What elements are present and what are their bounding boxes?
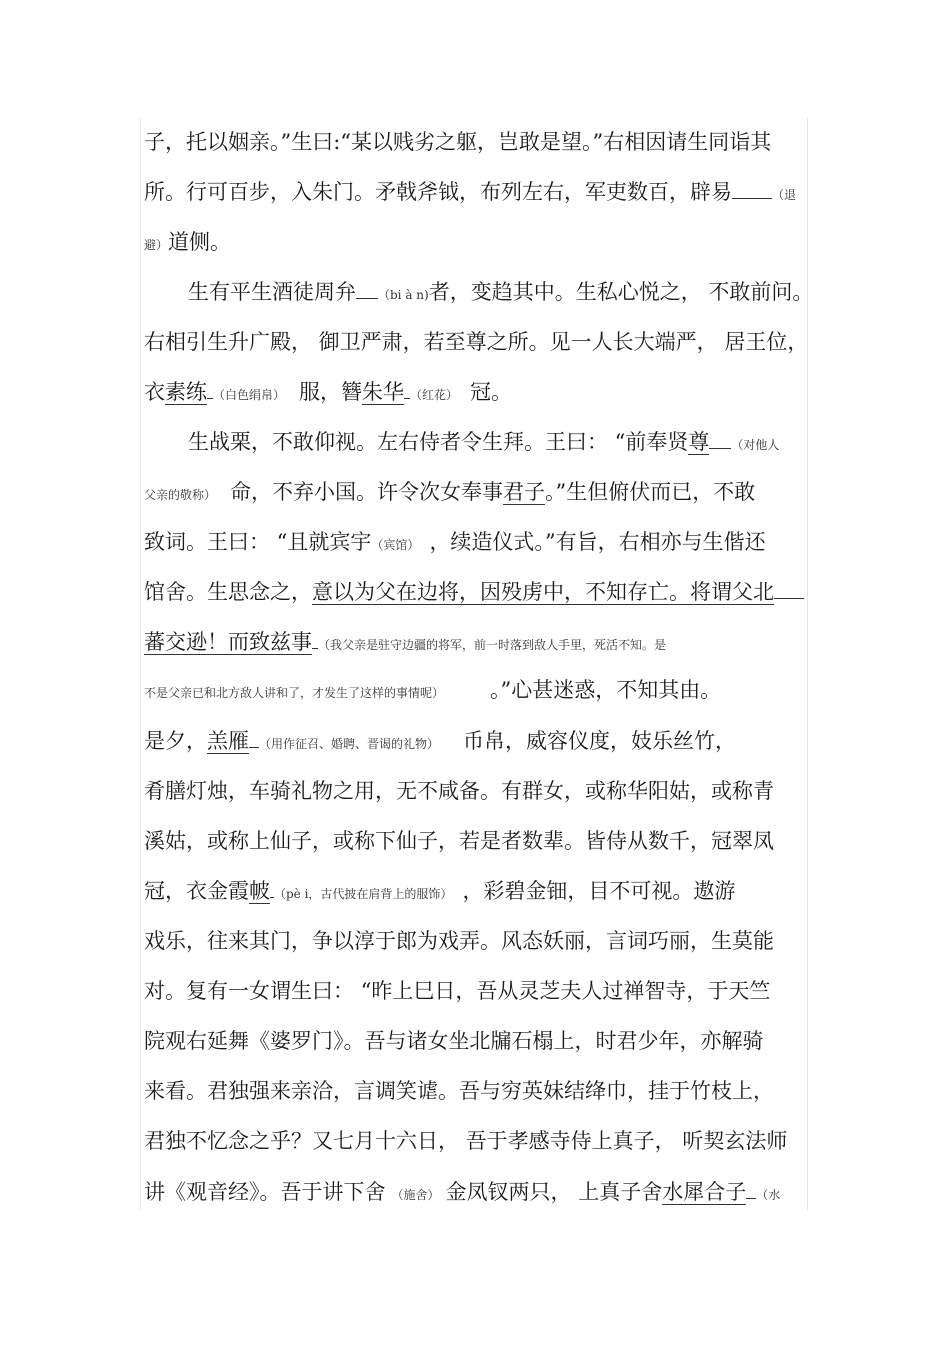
fill-blank-underline <box>746 1178 756 1199</box>
annotation-note: （退 <box>772 188 797 202</box>
text-line <box>144 1077 774 1105</box>
underlined-term: 素练 <box>165 380 207 404</box>
text-line <box>144 378 512 409</box>
annotation-note: （宾馆） <box>371 538 420 552</box>
text-segment: 。”生但俯伏而已，不敢 <box>545 480 756 504</box>
underlined-term: 羔雁 <box>207 729 249 753</box>
text-segment: 馆舍。生思念之， <box>144 580 312 604</box>
text-line <box>144 977 770 1005</box>
text-line <box>144 1178 780 1209</box>
text-segment: 命，不弃小国。许令次女奉事 <box>230 480 504 504</box>
annotation-note: （我父亲是驻守边疆的将军，前一时落到敌人手里，死活不知。是 <box>318 638 667 652</box>
fill-blank-underline <box>732 178 772 199</box>
text-segment: 所。行可百步，入朱门。矛戟斧钺，布列左右，军吏数百，辟易 <box>144 180 732 204</box>
text-segment: 戏乐，往来其门，争以淳于郎为戏弄。风态妖丽，言词巧丽，生莫能 <box>144 929 774 953</box>
text-segment: 金凤钗两只， 上真子舍 <box>445 1180 663 1204</box>
text-segment: 讲《观音经》。吾于讲下舍 <box>144 1180 386 1204</box>
text-line <box>144 827 774 855</box>
fill-blank-underline <box>709 428 731 449</box>
text-segment: 是夕， <box>144 729 207 753</box>
underlined-term: 帔 <box>249 879 270 903</box>
text-line <box>144 328 808 356</box>
text-segment: 右相引生升广殿， 御卫严肃，若至尊之所。见一人长大端严， 居王位， <box>144 330 809 354</box>
annotation-note: （施舍） <box>391 1188 440 1202</box>
text-segment: 服，簪 <box>299 380 363 404</box>
underlined-term: 意以为父在边将，因殁虏中，不知存亡。将谓父北 <box>312 580 774 604</box>
fill-blank-underline <box>356 278 378 299</box>
text-segment: ，续造仪式。”有旨，右相亦与生偕还 <box>429 530 766 554</box>
text-line <box>144 877 735 908</box>
text-segment: 君独不忆念之乎？又七月十六日， 吾于孝感寺侍上真子， 听契玄法师 <box>144 1129 788 1153</box>
text-line <box>144 628 666 659</box>
annotation-note: （白色绢帛） <box>213 388 286 402</box>
annotation-note: （红花） <box>410 388 459 402</box>
text-line <box>188 428 779 459</box>
text-segment: 院观右延舞《婆罗门》。吾与诸女坐北牖石榻上，时君少年，亦解骑 <box>144 1029 764 1053</box>
text-line <box>144 228 231 259</box>
fill-blank-underline <box>774 578 804 599</box>
underlined-term: 尊 <box>688 430 710 454</box>
text-line <box>144 478 755 509</box>
text-line <box>144 927 774 955</box>
text-segment: 来看。君独强来亲洽，言调笑谑。吾与穷英妹结绛巾，挂于竹枝上， <box>144 1079 774 1103</box>
text-segment: 衣 <box>144 380 165 404</box>
annotation-note: 父亲的敬称） <box>144 488 217 502</box>
annotation-note: 避） <box>144 238 169 252</box>
text-segment: 致词。王曰： “且就宾宇 <box>144 530 372 554</box>
annotation-note: （水 <box>756 1188 781 1202</box>
text-line <box>144 777 774 805</box>
text-line <box>144 727 736 758</box>
underlined-term: 朱华 <box>362 380 405 404</box>
text-segment: 冠。 <box>470 380 513 404</box>
text-segment: 冠，衣金霞 <box>144 879 249 903</box>
text-line <box>188 278 813 309</box>
annotation-note: （pè i，古代披在肩背上的服饰） <box>274 887 453 901</box>
text-segment: 道侧。 <box>168 230 232 254</box>
text-segment: 溪姑，或称上仙子，或称下仙子，若是者数辈。皆侍从数千，冠翠凤 <box>144 829 774 853</box>
underlined-term: 君子 <box>503 480 546 504</box>
text-line <box>144 528 766 559</box>
annotation-note: 不是父亲已和北方敌人讲和了，才发生了这样的事情呢） <box>144 686 445 700</box>
fill-blank-underline <box>249 727 259 748</box>
text-segment: 肴膳灯烛，车骑礼物之用，无不咸备。有群女，或称华阳姑，或称青 <box>144 779 774 803</box>
text-segment: 子，托以姻亲。”生曰:“某以贱劣之躯，岂敢是望。”右相因请生同诣其 <box>144 130 772 154</box>
text-segment: 者，变趋其中。生私心悦之， 不敢前问。 <box>428 280 814 304</box>
text-segment: 。”心甚迷惑，不知其由。 <box>490 678 722 702</box>
text-segment: ，彩碧金钿，目不可视。遨游 <box>462 879 736 903</box>
text-line <box>144 128 771 156</box>
text-segment: 对。复有一女谓生曰： “昨上巳日，吾从灵芝夫人过禅智寺，于天竺 <box>144 979 771 1003</box>
text-line <box>144 676 721 707</box>
annotation-note: （对他人 <box>731 438 780 452</box>
text-line <box>144 578 804 606</box>
text-line <box>144 1127 787 1155</box>
annotation-note: （bi à n) <box>378 288 429 302</box>
text-segment: 生有平生酒徒周弁 <box>188 280 356 304</box>
underlined-term: 蕃交逊！而致兹事 <box>144 630 312 654</box>
text-segment: 币帛，威容仪度，妓乐丝竹， <box>463 729 737 753</box>
text-line <box>144 178 796 209</box>
text-line <box>144 1027 764 1055</box>
underlined-term: 水犀合子 <box>662 1180 747 1204</box>
annotation-note: （用作征召、婚聘、晋谒的礼物） <box>259 737 440 751</box>
text-segment: 生战栗，不敢仰视。左右侍者令生拜。王曰： “前奉贤 <box>188 430 689 454</box>
